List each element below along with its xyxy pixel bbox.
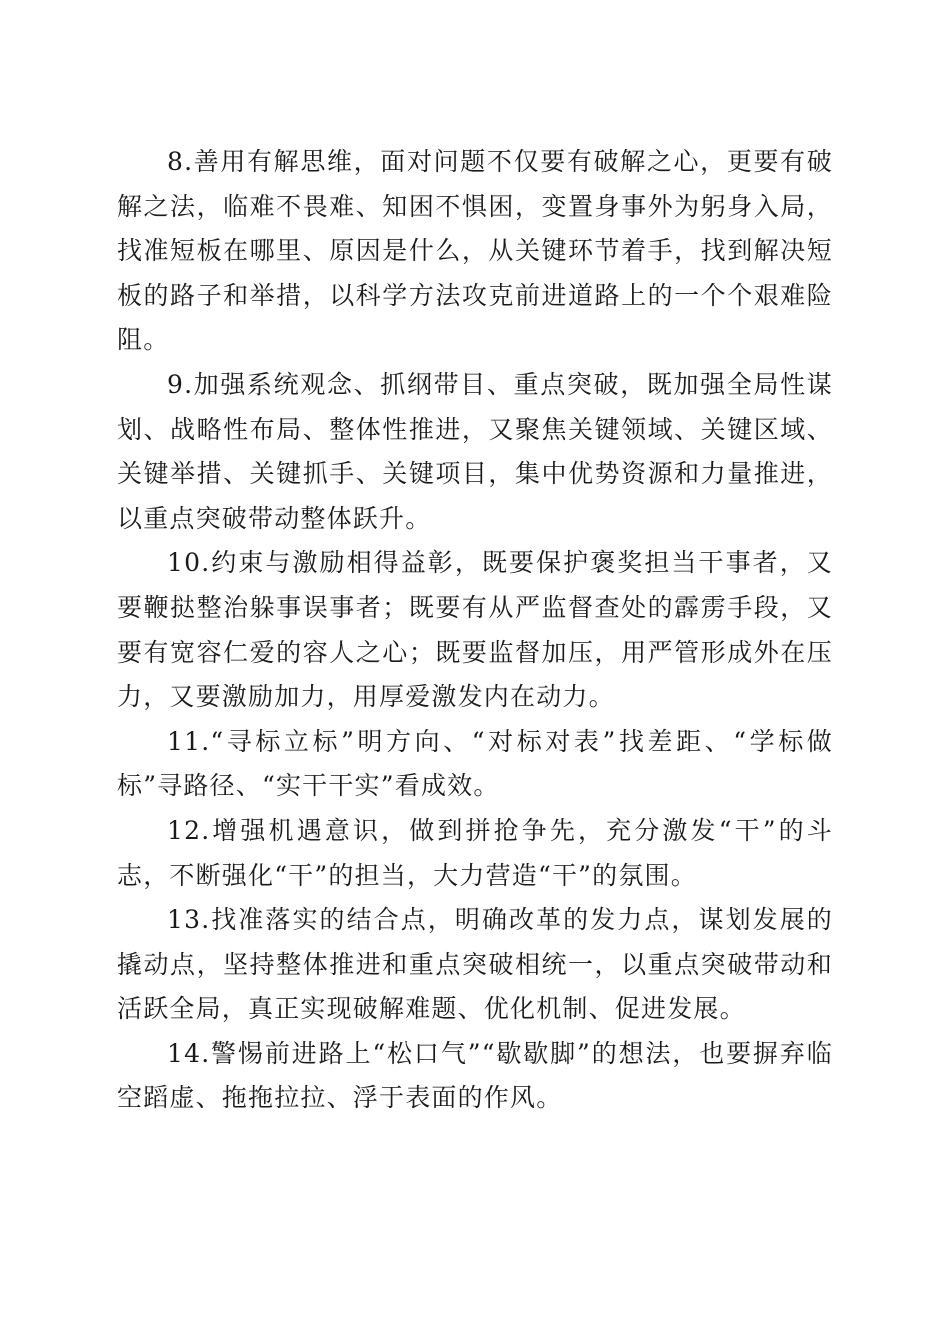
- paragraph-item-13: 13.找准落实的结合点，明确改革的发力点，谋划发展的撬动点，坚持整体推进和重点突破相统一，以重点突破带动和活跃全局，真正实现破解难题、优化机制、促进发展。: [117, 905, 833, 1024]
- paragraph-item-10: 10.约束与激励相得益彰，既要保护褒奖担当干事者，又要鞭挞整治躲事误事者；既要有从严监督查处的霹雳手段，又要有宽容仁爱的容人之心；既要监督加压，用严管形成外在压力，又要激励加力，用厚爱激发内在动力。: [117, 548, 833, 712]
- paragraph-item-8: 8.善用有解思维，面对问题不仅要有破解之心，更要有破解之法，临难不畏难、知困不惧困，变置身事外为躬身入局，找准短板在哪里、原因是什么，从关键环节着手，找到解决短板的路子和举措，以科学方法攻克前进道路上的一个个艰难险阻。: [117, 147, 833, 355]
- paragraph-item-14: 14.警惕前进路上“松口气”“歇歇脚”的想法，也要摒弃临空蹈虚、拖拖拉拉、浮于表面的作风。: [117, 1038, 833, 1113]
- paragraph-item-12: 12.增强机遇意识，做到拼抢争先，充分激发“干”的斗志，不断强化“干”的担当，大力营造“干”的氛围。: [117, 815, 833, 890]
- document-body: [117, 140, 833, 1121]
- paragraph-item-9: 9.加强系统观念、抓纲带目、重点突破，既加强全局性谋划、战略性布局、整体性推进，又聚焦关键领域、关键区域、关键举措、关键抓手、关键项目，集中优势资源和力量推进，以重点突破带动整体跃升。: [117, 369, 833, 533]
- paragraph-item-11: 11.“寻标立标”明方向、“对标对表”找差距、“学标做标”寻路径、“实干干实”看成效。: [117, 726, 833, 801]
